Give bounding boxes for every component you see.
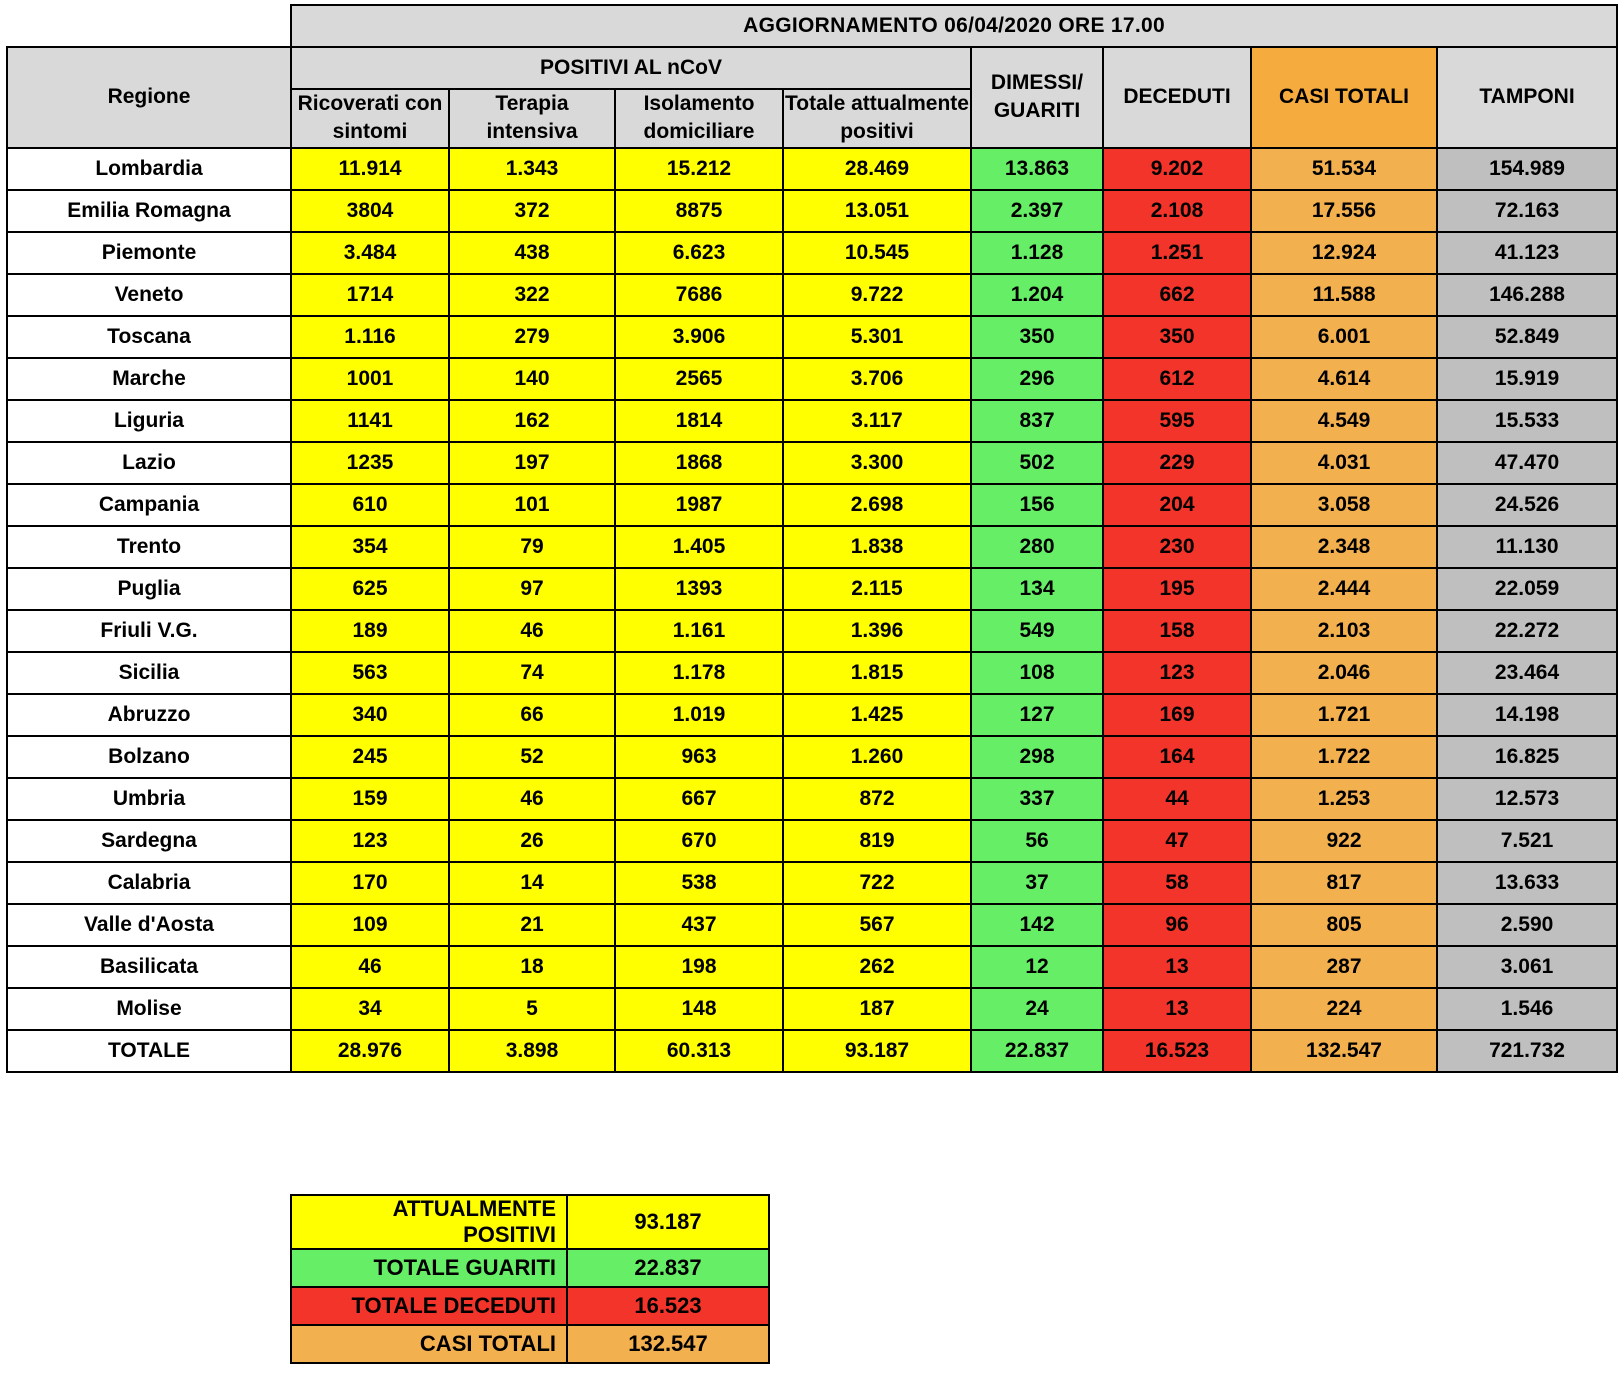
cell-casi-totali: 1.721 <box>1251 694 1437 736</box>
cell-ricoverati: 354 <box>291 526 449 568</box>
cell-regione: Veneto <box>7 274 291 316</box>
cell-tamponi: 146.288 <box>1437 274 1617 316</box>
table-row <box>7 400 1617 442</box>
cell-terapia-intensiva: 46 <box>449 778 615 820</box>
table-row <box>7 610 1617 652</box>
cell-isolamento: 8875 <box>615 190 783 232</box>
table-body <box>7 148 1617 1072</box>
cell-isolamento: 3.906 <box>615 316 783 358</box>
cell-casi-totali: 4.614 <box>1251 358 1437 400</box>
cell-isolamento: 1987 <box>615 484 783 526</box>
cell-casi-totali: 817 <box>1251 862 1437 904</box>
table-row <box>7 568 1617 610</box>
cell-isolamento: 667 <box>615 778 783 820</box>
cell-totale-positivi: 2.698 <box>783 484 971 526</box>
total-cell-terapia-intensiva: 3.898 <box>449 1030 615 1072</box>
cell-isolamento: 198 <box>615 946 783 988</box>
cell-dimessi: 280 <box>971 526 1103 568</box>
cell-deceduti: 9.202 <box>1103 148 1251 190</box>
cell-casi-totali: 17.556 <box>1251 190 1437 232</box>
cell-regione: Piemonte <box>7 232 291 274</box>
total-cell-tamponi: 721.732 <box>1437 1030 1617 1072</box>
cell-casi-totali: 4.549 <box>1251 400 1437 442</box>
cell-casi-totali: 4.031 <box>1251 442 1437 484</box>
cell-casi-totali: 51.534 <box>1251 148 1437 190</box>
cell-tamponi: 11.130 <box>1437 526 1617 568</box>
cell-dimessi: 296 <box>971 358 1103 400</box>
cell-totale-positivi: 262 <box>783 946 971 988</box>
cell-casi-totali: 287 <box>1251 946 1437 988</box>
cell-dimessi: 350 <box>971 316 1103 358</box>
cell-deceduti: 13 <box>1103 946 1251 988</box>
cell-terapia-intensiva: 197 <box>449 442 615 484</box>
cell-terapia-intensiva: 14 <box>449 862 615 904</box>
cell-isolamento: 15.212 <box>615 148 783 190</box>
total-cell-casi-totali: 132.547 <box>1251 1030 1437 1072</box>
cell-deceduti: 230 <box>1103 526 1251 568</box>
cell-ricoverati: 563 <box>291 652 449 694</box>
cell-ricoverati: 34 <box>291 988 449 1030</box>
cell-terapia-intensiva: 372 <box>449 190 615 232</box>
cell-dimessi: 837 <box>971 400 1103 442</box>
cell-dimessi: 56 <box>971 820 1103 862</box>
total-cell-totale-positivi: 93.187 <box>783 1030 971 1072</box>
cell-terapia-intensiva: 140 <box>449 358 615 400</box>
cell-tamponi: 3.061 <box>1437 946 1617 988</box>
update-title: AGGIORNAMENTO 06/04/2020 ORE 17.00 <box>291 5 1617 47</box>
table-row <box>7 988 1617 1030</box>
cell-isolamento: 538 <box>615 862 783 904</box>
cell-totale-positivi: 3.300 <box>783 442 971 484</box>
cell-deceduti: 662 <box>1103 274 1251 316</box>
cell-totale-positivi: 13.051 <box>783 190 971 232</box>
table-row <box>7 820 1617 862</box>
legend-value: 22.837 <box>567 1249 769 1287</box>
cell-deceduti: 96 <box>1103 904 1251 946</box>
cell-tamponi: 52.849 <box>1437 316 1617 358</box>
cell-tamponi: 16.825 <box>1437 736 1617 778</box>
header-regione: Regione <box>7 47 291 148</box>
cell-terapia-intensiva: 1.343 <box>449 148 615 190</box>
covid-regions-table <box>6 4 1618 1073</box>
table-row <box>7 946 1617 988</box>
cell-regione: Sicilia <box>7 652 291 694</box>
legend-label: TOTALE DECEDUTI <box>291 1287 567 1325</box>
cell-regione: Bolzano <box>7 736 291 778</box>
table-row <box>7 442 1617 484</box>
table-row <box>7 358 1617 400</box>
header-tamponi: TAMPONI <box>1437 47 1617 148</box>
cell-deceduti: 47 <box>1103 820 1251 862</box>
cell-isolamento: 2565 <box>615 358 783 400</box>
table-header <box>7 5 1617 148</box>
cell-ricoverati: 3.484 <box>291 232 449 274</box>
cell-dimessi: 24 <box>971 988 1103 1030</box>
table-row <box>7 148 1617 190</box>
cell-deceduti: 2.108 <box>1103 190 1251 232</box>
legend-row <box>291 1325 769 1363</box>
cell-deceduti: 158 <box>1103 610 1251 652</box>
cell-casi-totali: 1.722 <box>1251 736 1437 778</box>
cell-deceduti: 229 <box>1103 442 1251 484</box>
cell-isolamento: 1393 <box>615 568 783 610</box>
cell-deceduti: 1.251 <box>1103 232 1251 274</box>
table-row <box>7 736 1617 778</box>
cell-terapia-intensiva: 79 <box>449 526 615 568</box>
cell-casi-totali: 224 <box>1251 988 1437 1030</box>
cell-deceduti: 204 <box>1103 484 1251 526</box>
cell-tamponi: 13.633 <box>1437 862 1617 904</box>
cell-terapia-intensiva: 322 <box>449 274 615 316</box>
cell-isolamento: 1.161 <box>615 610 783 652</box>
cell-dimessi: 134 <box>971 568 1103 610</box>
cell-casi-totali: 2.046 <box>1251 652 1437 694</box>
cell-isolamento: 1.178 <box>615 652 783 694</box>
cell-dimessi: 502 <box>971 442 1103 484</box>
cell-dimessi: 13.863 <box>971 148 1103 190</box>
cell-terapia-intensiva: 26 <box>449 820 615 862</box>
cell-dimessi: 127 <box>971 694 1103 736</box>
cell-regione: Umbria <box>7 778 291 820</box>
cell-deceduti: 195 <box>1103 568 1251 610</box>
cell-deceduti: 58 <box>1103 862 1251 904</box>
cell-ricoverati: 1235 <box>291 442 449 484</box>
cell-tamponi: 22.272 <box>1437 610 1617 652</box>
cell-casi-totali: 12.924 <box>1251 232 1437 274</box>
cell-dimessi: 1.204 <box>971 274 1103 316</box>
cell-casi-totali: 2.444 <box>1251 568 1437 610</box>
cell-totale-positivi: 872 <box>783 778 971 820</box>
legend-label: ATTUALMENTE POSITIVI <box>291 1195 567 1249</box>
cell-terapia-intensiva: 279 <box>449 316 615 358</box>
cell-terapia-intensiva: 52 <box>449 736 615 778</box>
legend-value: 16.523 <box>567 1287 769 1325</box>
cell-regione: Sardegna <box>7 820 291 862</box>
legend-row <box>291 1195 769 1249</box>
cell-ricoverati: 170 <box>291 862 449 904</box>
cell-isolamento: 1814 <box>615 400 783 442</box>
cell-casi-totali: 6.001 <box>1251 316 1437 358</box>
cell-regione: Liguria <box>7 400 291 442</box>
cell-ricoverati: 11.914 <box>291 148 449 190</box>
cell-ricoverati: 1.116 <box>291 316 449 358</box>
table-row <box>7 232 1617 274</box>
cell-totale-positivi: 819 <box>783 820 971 862</box>
table-row <box>7 862 1617 904</box>
cell-totale-positivi: 28.469 <box>783 148 971 190</box>
cell-ricoverati: 1001 <box>291 358 449 400</box>
cell-regione: Basilicata <box>7 946 291 988</box>
header-totale-positivi: Totale attualmente positivi <box>783 89 971 148</box>
legend-label: TOTALE GUARITI <box>291 1249 567 1287</box>
table-row <box>7 526 1617 568</box>
cell-dimessi: 12 <box>971 946 1103 988</box>
cell-isolamento: 437 <box>615 904 783 946</box>
cell-terapia-intensiva: 46 <box>449 610 615 652</box>
cell-totale-positivi: 10.545 <box>783 232 971 274</box>
total-cell-regione: TOTALE <box>7 1030 291 1072</box>
cell-ricoverati: 245 <box>291 736 449 778</box>
cell-casi-totali: 3.058 <box>1251 484 1437 526</box>
table-row <box>7 694 1617 736</box>
cell-regione: Trento <box>7 526 291 568</box>
cell-dimessi: 549 <box>971 610 1103 652</box>
cell-dimessi: 37 <box>971 862 1103 904</box>
cell-terapia-intensiva: 21 <box>449 904 615 946</box>
table-row <box>7 484 1617 526</box>
cell-regione: Lombardia <box>7 148 291 190</box>
legend-table <box>290 1194 770 1364</box>
cell-dimessi: 1.128 <box>971 232 1103 274</box>
legend-row <box>291 1287 769 1325</box>
cell-regione: Calabria <box>7 862 291 904</box>
cell-terapia-intensiva: 5 <box>449 988 615 1030</box>
report-page <box>0 4 1624 1378</box>
cell-ricoverati: 625 <box>291 568 449 610</box>
cell-tamponi: 7.521 <box>1437 820 1617 862</box>
cell-ricoverati: 189 <box>291 610 449 652</box>
cell-totale-positivi: 722 <box>783 862 971 904</box>
cell-casi-totali: 922 <box>1251 820 1437 862</box>
cell-tamponi: 15.919 <box>1437 358 1617 400</box>
legend-label: CASI TOTALI <box>291 1325 567 1363</box>
cell-dimessi: 142 <box>971 904 1103 946</box>
total-cell-deceduti: 16.523 <box>1103 1030 1251 1072</box>
cell-tamponi: 15.533 <box>1437 400 1617 442</box>
cell-dimessi: 298 <box>971 736 1103 778</box>
cell-deceduti: 13 <box>1103 988 1251 1030</box>
table-row <box>7 274 1617 316</box>
cell-isolamento: 6.623 <box>615 232 783 274</box>
cell-casi-totali: 2.103 <box>1251 610 1437 652</box>
header-casi-totali: CASI TOTALI <box>1251 47 1437 148</box>
header-row-groups <box>7 47 1617 89</box>
cell-casi-totali: 11.588 <box>1251 274 1437 316</box>
cell-totale-positivi: 9.722 <box>783 274 971 316</box>
cell-tamponi: 22.059 <box>1437 568 1617 610</box>
cell-isolamento: 7686 <box>615 274 783 316</box>
cell-isolamento: 670 <box>615 820 783 862</box>
cell-tamponi: 47.470 <box>1437 442 1617 484</box>
cell-totale-positivi: 1.425 <box>783 694 971 736</box>
cell-ricoverati: 46 <box>291 946 449 988</box>
cell-regione: Toscana <box>7 316 291 358</box>
cell-casi-totali: 2.348 <box>1251 526 1437 568</box>
table-row-total <box>7 1030 1617 1072</box>
cell-deceduti: 350 <box>1103 316 1251 358</box>
total-cell-ricoverati: 28.976 <box>291 1030 449 1072</box>
cell-totale-positivi: 567 <box>783 904 971 946</box>
cell-totale-positivi: 1.838 <box>783 526 971 568</box>
cell-terapia-intensiva: 74 <box>449 652 615 694</box>
total-cell-dimessi: 22.837 <box>971 1030 1103 1072</box>
cell-dimessi: 2.397 <box>971 190 1103 232</box>
cell-totale-positivi: 3.117 <box>783 400 971 442</box>
header-isolamento: Isolamento domiciliare <box>615 89 783 148</box>
cell-tamponi: 14.198 <box>1437 694 1617 736</box>
cell-ricoverati: 1714 <box>291 274 449 316</box>
cell-terapia-intensiva: 97 <box>449 568 615 610</box>
header-positivi-group: POSITIVI AL nCoV <box>291 47 971 89</box>
cell-terapia-intensiva: 162 <box>449 400 615 442</box>
header-row-update <box>7 5 1617 47</box>
header-spacer <box>7 5 291 47</box>
cell-tamponi: 1.546 <box>1437 988 1617 1030</box>
cell-terapia-intensiva: 438 <box>449 232 615 274</box>
cell-deceduti: 169 <box>1103 694 1251 736</box>
header-deceduti: DECEDUTI <box>1103 47 1251 148</box>
table-row <box>7 904 1617 946</box>
cell-ricoverati: 159 <box>291 778 449 820</box>
cell-tamponi: 2.590 <box>1437 904 1617 946</box>
header-terapia-intensiva: Terapia intensiva <box>449 89 615 148</box>
cell-ricoverati: 123 <box>291 820 449 862</box>
cell-tamponi: 41.123 <box>1437 232 1617 274</box>
cell-regione: Emilia Romagna <box>7 190 291 232</box>
table-row <box>7 778 1617 820</box>
header-ricoverati: Ricoverati con sintomi <box>291 89 449 148</box>
cell-deceduti: 164 <box>1103 736 1251 778</box>
cell-isolamento: 1.405 <box>615 526 783 568</box>
cell-tamponi: 23.464 <box>1437 652 1617 694</box>
cell-casi-totali: 1.253 <box>1251 778 1437 820</box>
table-row <box>7 316 1617 358</box>
legend-row <box>291 1249 769 1287</box>
cell-terapia-intensiva: 18 <box>449 946 615 988</box>
cell-tamponi: 24.526 <box>1437 484 1617 526</box>
legend-value: 93.187 <box>567 1195 769 1249</box>
header-dimessi: DIMESSI/ GUARITI <box>971 47 1103 148</box>
cell-tamponi: 12.573 <box>1437 778 1617 820</box>
cell-totale-positivi: 2.115 <box>783 568 971 610</box>
cell-tamponi: 154.989 <box>1437 148 1617 190</box>
cell-terapia-intensiva: 101 <box>449 484 615 526</box>
cell-ricoverati: 610 <box>291 484 449 526</box>
cell-dimessi: 108 <box>971 652 1103 694</box>
cell-totale-positivi: 187 <box>783 988 971 1030</box>
legend-value: 132.547 <box>567 1325 769 1363</box>
table-row <box>7 652 1617 694</box>
cell-dimessi: 156 <box>971 484 1103 526</box>
cell-deceduti: 595 <box>1103 400 1251 442</box>
cell-regione: Campania <box>7 484 291 526</box>
cell-deceduti: 44 <box>1103 778 1251 820</box>
cell-regione: Puglia <box>7 568 291 610</box>
cell-ricoverati: 1141 <box>291 400 449 442</box>
table-row <box>7 190 1617 232</box>
cell-deceduti: 123 <box>1103 652 1251 694</box>
cell-regione: Abruzzo <box>7 694 291 736</box>
cell-ricoverati: 3804 <box>291 190 449 232</box>
cell-totale-positivi: 1.260 <box>783 736 971 778</box>
cell-totale-positivi: 5.301 <box>783 316 971 358</box>
cell-isolamento: 1.019 <box>615 694 783 736</box>
cell-isolamento: 1868 <box>615 442 783 484</box>
cell-tamponi: 72.163 <box>1437 190 1617 232</box>
cell-isolamento: 963 <box>615 736 783 778</box>
cell-ricoverati: 340 <box>291 694 449 736</box>
cell-casi-totali: 805 <box>1251 904 1437 946</box>
cell-dimessi: 337 <box>971 778 1103 820</box>
cell-totale-positivi: 1.396 <box>783 610 971 652</box>
cell-regione: Valle d'Aosta <box>7 904 291 946</box>
cell-regione: Marche <box>7 358 291 400</box>
cell-regione: Lazio <box>7 442 291 484</box>
cell-totale-positivi: 1.815 <box>783 652 971 694</box>
cell-regione: Molise <box>7 988 291 1030</box>
cell-totale-positivi: 3.706 <box>783 358 971 400</box>
cell-ricoverati: 109 <box>291 904 449 946</box>
cell-regione: Friuli V.G. <box>7 610 291 652</box>
total-cell-isolamento: 60.313 <box>615 1030 783 1072</box>
cell-terapia-intensiva: 66 <box>449 694 615 736</box>
cell-deceduti: 612 <box>1103 358 1251 400</box>
cell-isolamento: 148 <box>615 988 783 1030</box>
